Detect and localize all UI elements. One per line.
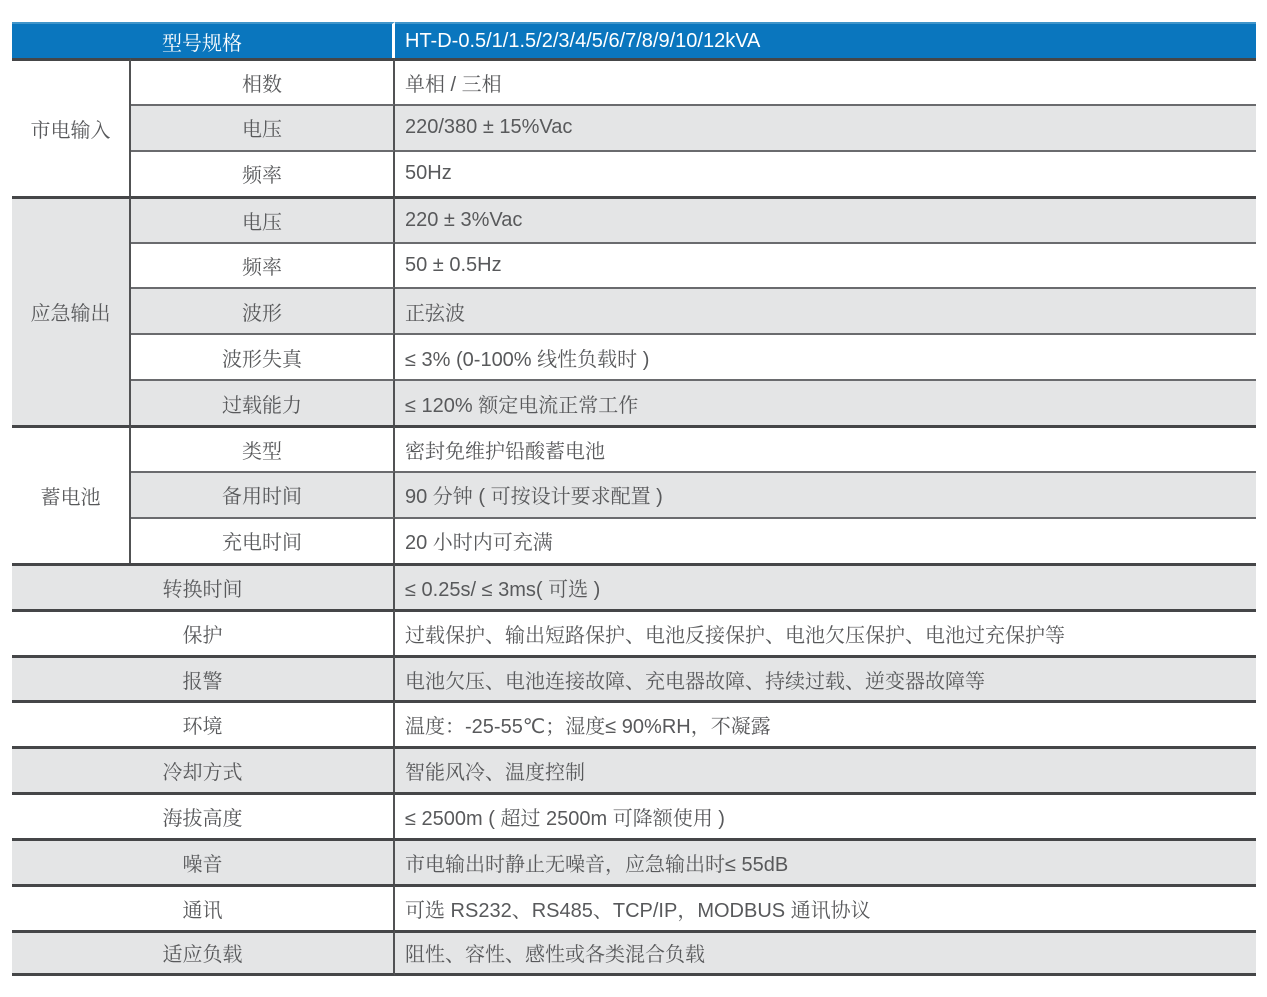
spec-label-cell: 噪音 — [12, 838, 395, 884]
spec-value-cell: 正弦波 — [395, 287, 1256, 333]
spec-value-cell: 电池欠压、电池连接故障、充电器故障、持续过载、逆变器故障等 — [395, 655, 1256, 701]
spec-value-cell: 过载保护、输出短路保护、电池反接保护、电池欠压保护、电池过充保护等 — [395, 609, 1256, 655]
spec-label-cell: 电压 — [131, 104, 395, 150]
spec-value-cell: 220 ± 3%Vac — [395, 196, 1256, 242]
spec-value-cell: ≤ 2500m ( 超过 2500m 可降额使用 ) — [395, 792, 1256, 838]
spec-value-cell: 20 小时内可充满 — [395, 517, 1256, 563]
spec-value-cell: 220/380 ± 15%Vac — [395, 104, 1256, 150]
group-cell-emergency-output: 应急输出 — [12, 196, 131, 425]
spec-label-cell: 环境 — [12, 700, 395, 746]
spec-label-cell: 过载能力 — [131, 379, 395, 425]
spec-value-cell: ≤ 3% (0-100% 线性负载时 ) — [395, 333, 1256, 379]
spec-label-cell: 转换时间 — [12, 563, 395, 609]
spec-value-cell: 智能风冷、温度控制 — [395, 746, 1256, 792]
spec-label-cell: 波形失真 — [131, 333, 395, 379]
group-cell-mains-input: 市电输入 — [12, 58, 131, 196]
spec-label-cell: 备用时间 — [131, 471, 395, 517]
group-cell-battery: 蓄电池 — [12, 425, 131, 563]
spec-value-cell: 单相 / 三相 — [395, 58, 1256, 104]
spec-value-cell: 90 分钟 ( 可按设计要求配置 ) — [395, 471, 1256, 517]
spec-label-cell: 通讯 — [12, 884, 395, 930]
spec-value-cell: 可选 RS232、RS485、TCP/IP，MODBUS 通讯协议 — [395, 884, 1256, 930]
spec-label-cell: 报警 — [12, 655, 395, 701]
spec-label-cell: 频率 — [131, 242, 395, 288]
spec-value-cell: 50Hz — [395, 150, 1256, 196]
spec-label-cell: 波形 — [131, 287, 395, 333]
spec-label-cell: 保护 — [12, 609, 395, 655]
spec-label-cell: 频率 — [131, 150, 395, 196]
spec-label-cell: 充电时间 — [131, 517, 395, 563]
spec-label-cell: 相数 — [131, 58, 395, 104]
spec-value-cell: 密封免维护铅酸蓄电池 — [395, 425, 1256, 471]
spec-table — [12, 22, 1256, 976]
spec-value-cell: 温度：-25-55℃；湿度≤ 90%RH，不凝露 — [395, 700, 1256, 746]
spec-label-cell: 适应负载 — [12, 930, 395, 976]
spec-label-cell: 电压 — [131, 196, 395, 242]
header-model-spec-value: HT-D-0.5/1/1.5/2/3/4/5/6/7/8/9/10/12kVA — [395, 22, 1256, 58]
spec-value-cell: ≤ 0.25s/ ≤ 3ms( 可选 ) — [395, 563, 1256, 609]
spec-value-cell: 阻性、容性、感性或各类混合负载 — [395, 930, 1256, 976]
spec-label-cell: 类型 — [131, 425, 395, 471]
spec-value-cell: 市电输出时静止无噪音，应急输出时≤ 55dB — [395, 838, 1256, 884]
header-model-spec-label: 型号规格 — [12, 22, 395, 58]
spec-label-cell: 海拔高度 — [12, 792, 395, 838]
spec-value-cell: ≤ 120% 额定电流正常工作 — [395, 379, 1256, 425]
spec-value-cell: 50 ± 0.5Hz — [395, 242, 1256, 288]
spec-label-cell: 冷却方式 — [12, 746, 395, 792]
